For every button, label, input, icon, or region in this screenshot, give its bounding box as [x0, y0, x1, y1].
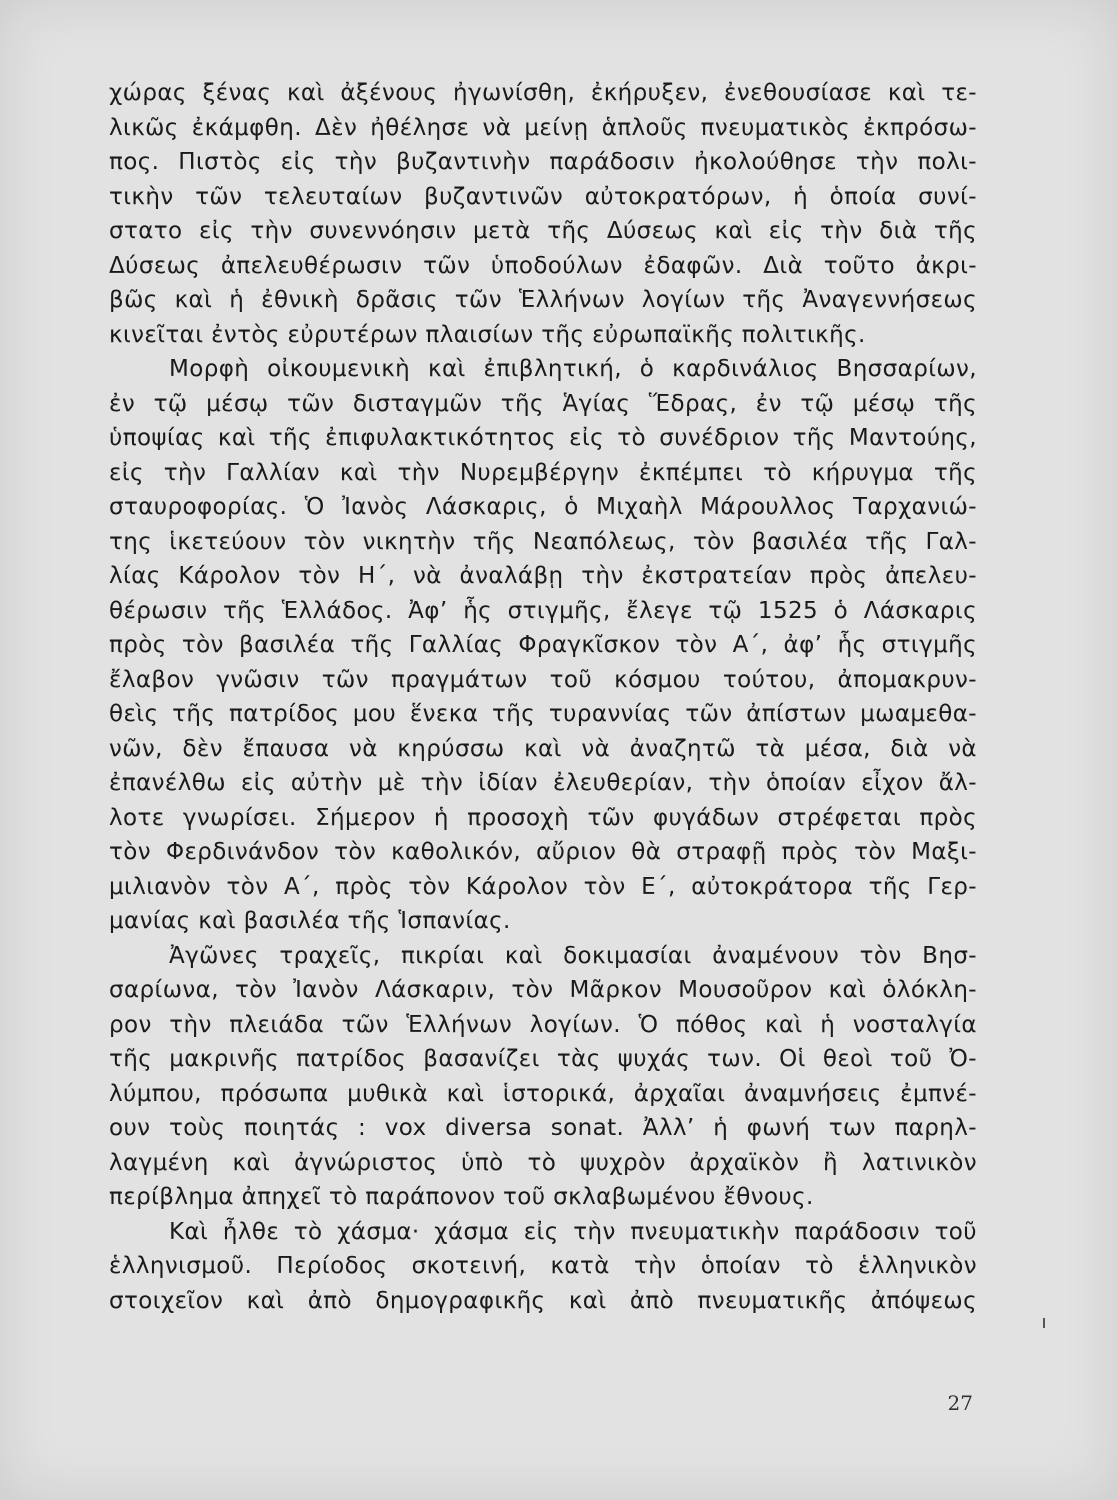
- text-line: ὑποψίας καὶ τῆς ἐπιφυλακτικότητος εἰς τὸ συνέδριον τῆς Μαντούης,: [109, 425, 977, 451]
- text-line: τὸν Φερδινάνδον τὸν καθολικόν, αὔριον θὰ στραφῇ πρὸς τὸν Μαξι-: [109, 839, 977, 865]
- body-text: [109, 76, 977, 1318]
- text-line: ρον τὴν πλειάδα τῶν Ἑλλήνων λογίων. Ὁ πόθος καὶ ἡ νοσταλγία: [109, 1011, 977, 1038]
- text-line: ἐπανέλθω εἰς αὐτὴν μὲ τὴν ἰδίαν ἐλευθερίαν, τὴν ὁποίαν εἶχον ἄλ-: [109, 770, 977, 796]
- text-line: Δύσεως ἀπελευθέρωσιν τῶν ὑποδούλων ἐδαφῶν. Διὰ τοῦτο ἀκρι-: [109, 252, 977, 279]
- text-line: θέρωσιν τῆς Ἑλλάδος. Ἀφ’ ἧς στιγμῆς, ἔλεγε τῷ 1525 ὁ Λάσκαρις: [109, 597, 977, 624]
- text-line-paragraph-end: περίβλημα ἀπηχεῖ τὸ παράπονον τοῦ σκλαβωμένου ἔθνους.: [109, 1184, 814, 1210]
- text-line: βῶς καὶ ἡ ἐθνικὴ δρᾶσις τῶν Ἑλλήνων λογίων τῆς Ἀναγεννήσεως: [109, 287, 977, 313]
- text-line-paragraph-end: μανίας καὶ βασιλέα τῆς Ἱσπανίας.: [109, 908, 511, 934]
- margin-mark: [1043, 1318, 1045, 1328]
- text-line: λικῶς ἐκάμφθη. Δὲν ἠθέλησε νὰ μείνῃ ἁπλοῦς πνευματικὸς ἐκπρόσω-: [109, 114, 977, 141]
- text-line: εἰς τὴν Γαλλίαν καὶ τὴν Νυρεμβέργην ἐκπέμπει τὸ κήρυγμα τῆς: [109, 459, 977, 486]
- text-line: στατο εἰς τὴν συνεννόησιν μετὰ τῆς Δύσεως καὶ εἰς τὴν διὰ τῆς: [109, 218, 977, 244]
- text-line: τικὴν τῶν τελευταίων βυζαντινῶν αὐτοκρατόρων, ἡ ὁποία συνί-: [109, 183, 977, 210]
- text-line: πρὸς τὸν βασιλέα τῆς Γαλλίας Φραγκῖσκον τὸν Α΄, ἀφ’ ἧς στιγμῆς: [109, 632, 977, 658]
- text-line: χώρας ξένας καὶ ἀξένους ἠγωνίσθη, ἐκήρυξεν, ἐνεθουσίασε καὶ τε-: [109, 80, 977, 106]
- text-line: ἔλαβον γνῶσιν τῶν πραγμάτων τοῦ κόσμου τούτου, ἀπομακρυν-: [109, 666, 977, 693]
- text-line-paragraph-start: Ἀγῶνες τραχεῖς, πικρίαι καὶ δοκιμασίαι ἀναμένουν τὸν Βησ-: [169, 942, 977, 969]
- text-line: στοιχεῖον καὶ ἀπὸ δημογραφικῆς καὶ ἀπὸ πνευματικῆς ἀπόψεως: [109, 1287, 977, 1314]
- text-line: λαγμένη καὶ ἀγνώριστος ὑπὸ τὸ ψυχρὸν ἀρχαϊκὸν ἢ λατινικὸν: [109, 1149, 977, 1176]
- text-line: ουν τοὺς ποιητάς : vox diversa sonat. Ἀλλ’ ἡ φωνή των παρηλ-: [109, 1115, 977, 1141]
- text-line: λύμπου, πρόσωπα μυθικὰ καὶ ἱστορικά, ἀρχαῖαι ἀναμνήσεις ἐμπνέ-: [109, 1080, 977, 1107]
- text-line: τῆς μακρινῆς πατρίδος βασανίζει τὰς ψυχάς των. Οἱ θεοὶ τοῦ Ὀ-: [109, 1046, 977, 1072]
- text-line: της ἱκετεύουν τὸν νικητὴν τῆς Νεαπόλεως, τὸν βασιλέα τῆς Γαλ-: [109, 528, 977, 555]
- text-line: θεὶς τῆς πατρίδος μου ἕνεκα τῆς τυραννίας τῶν ἀπίστων μωαμεθα-: [109, 701, 977, 727]
- text-line: ἑλληνισμοῦ. Περίοδος σκοτεινή, κατὰ τὴν ὁποίαν τὸ ἑλληνικὸν: [109, 1253, 977, 1279]
- page-number: 27: [947, 1391, 973, 1415]
- text-line: σταυροφορίας. Ὁ Ἰανὸς Λάσκαρις, ὁ Μιχαὴλ Μάρουλλος Ταρχανιώ-: [109, 494, 977, 520]
- text-line-paragraph-start: Μορφὴ οἰκουμενικὴ καὶ ἐπιβλητική, ὁ καρδινάλιος Βησσαρίων,: [169, 356, 977, 382]
- text-line: λοτε γνωρίσει. Σήμερον ἡ προσοχὴ τῶν φυγάδων στρέφεται πρὸς: [109, 804, 977, 831]
- text-line: ἐν τῷ μέσῳ τῶν δισταγμῶν τῆς Ἁγίας Ἕδρας, ἐν τῷ μέσῳ τῆς: [109, 390, 977, 417]
- text-line: πος. Πιστὸς εἰς τὴν βυζαντινὴν παράδοσιν ἠκολούθησε τὴν πολι-: [109, 149, 977, 175]
- text-line-paragraph-start: Καὶ ἦλθε τὸ χάσμα· χάσμα εἰς τὴν πνευματικὴν παράδοσιν τοῦ: [169, 1218, 977, 1245]
- text-line-paragraph-end: κινεῖται ἐντὸς εὐρυτέρων πλαισίων τῆς εὐρωπαϊκῆς πολιτικῆς.: [109, 321, 866, 348]
- text-line: λίας Κάρολον τὸν Η΄, νὰ ἀναλάβῃ τὴν ἐκστρατείαν πρὸς ἀπελευ-: [109, 563, 977, 589]
- text-line: μιλιανὸν τὸν Α΄, πρὸς τὸν Κάρολον τὸν Ε΄, αὐτοκράτορα τῆς Γερ-: [109, 873, 977, 900]
- text-line: σαρίωνα, τὸν Ἰανὸν Λάσκαριν, τὸν Μᾶρκον Μουσοῦρον καὶ ὁλόκλη-: [109, 977, 977, 1003]
- text-line: νῶν, δὲν ἔπαυσα νὰ κηρύσσω καὶ νὰ ἀναζητῶ τὰ μέσα, διὰ νὰ: [109, 735, 977, 762]
